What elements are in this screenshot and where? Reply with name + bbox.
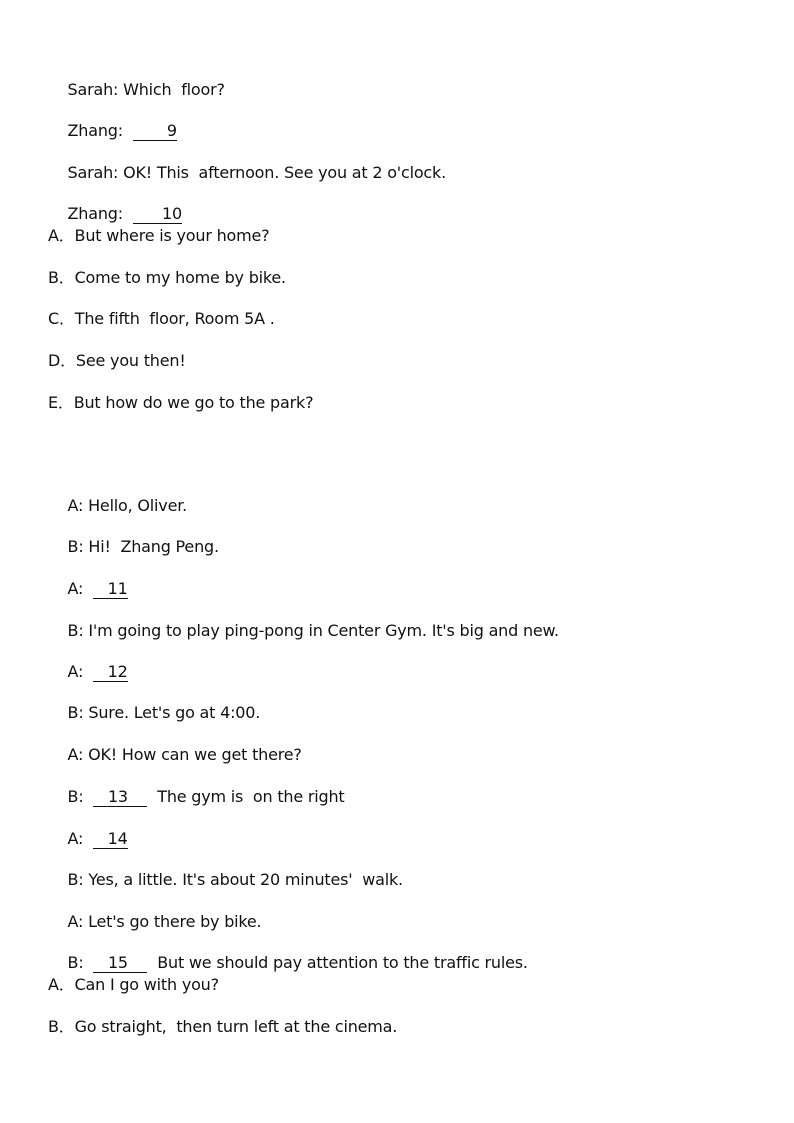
line-text: Sarah: Which floor? — [67, 80, 225, 99]
line-text: A: — [67, 662, 93, 681]
line-text: Zhang: — [67, 121, 133, 140]
line-text: A: OK! How can we get there? — [67, 745, 302, 764]
line-text: B: Yes, a little. It's about 20 minutes' walk. — [67, 870, 403, 889]
line-text: A: Let's go there by bike. — [67, 912, 262, 931]
line-text: B: Sure. Let's go at 4:00. — [67, 703, 261, 722]
option-item: B．Go straight, then turn left at the cinema. — [48, 1017, 398, 1036]
option-item: A．But where is your home? — [48, 226, 270, 245]
option-item: C．The fifth floor, Room 5A . — [48, 309, 275, 328]
line-text: A: Hello, Oliver. — [67, 496, 188, 515]
answer-blank[interactable]: 12 — [92, 662, 128, 681]
line-text: But we should pay attention to the traffic rules. — [147, 953, 528, 972]
line-text: B: Hi! Zhang Peng. — [67, 537, 219, 556]
line-text: The gym is on the right — [147, 787, 345, 806]
line-text: B: — [67, 787, 94, 806]
line-text: A: — [67, 579, 93, 598]
line-text: Sarah: OK! This afternoon. See you at 2 o'clock. — [67, 163, 446, 182]
option-item: A．Can I go with you? — [48, 975, 219, 994]
answer-blank[interactable]: 9 — [132, 121, 177, 140]
option-item: E．But how do we go to the park? — [48, 393, 314, 412]
line-text: B: I'm going to play ping-pong in Center Gym. It's big and new. — [67, 621, 559, 640]
option-item: D．See you then! — [48, 351, 186, 370]
answer-blank[interactable]: 15 — [93, 953, 148, 972]
answer-blank[interactable]: 14 — [92, 829, 128, 848]
line-text: A: — [67, 829, 93, 848]
line-text: B: — [67, 953, 94, 972]
answer-blank[interactable]: 13 — [93, 787, 148, 806]
line-text: Zhang: — [67, 204, 133, 223]
option-item: B．Come to my home by bike. — [48, 268, 286, 287]
answer-blank[interactable]: 11 — [92, 579, 128, 598]
answer-blank[interactable]: 10 — [132, 204, 182, 223]
